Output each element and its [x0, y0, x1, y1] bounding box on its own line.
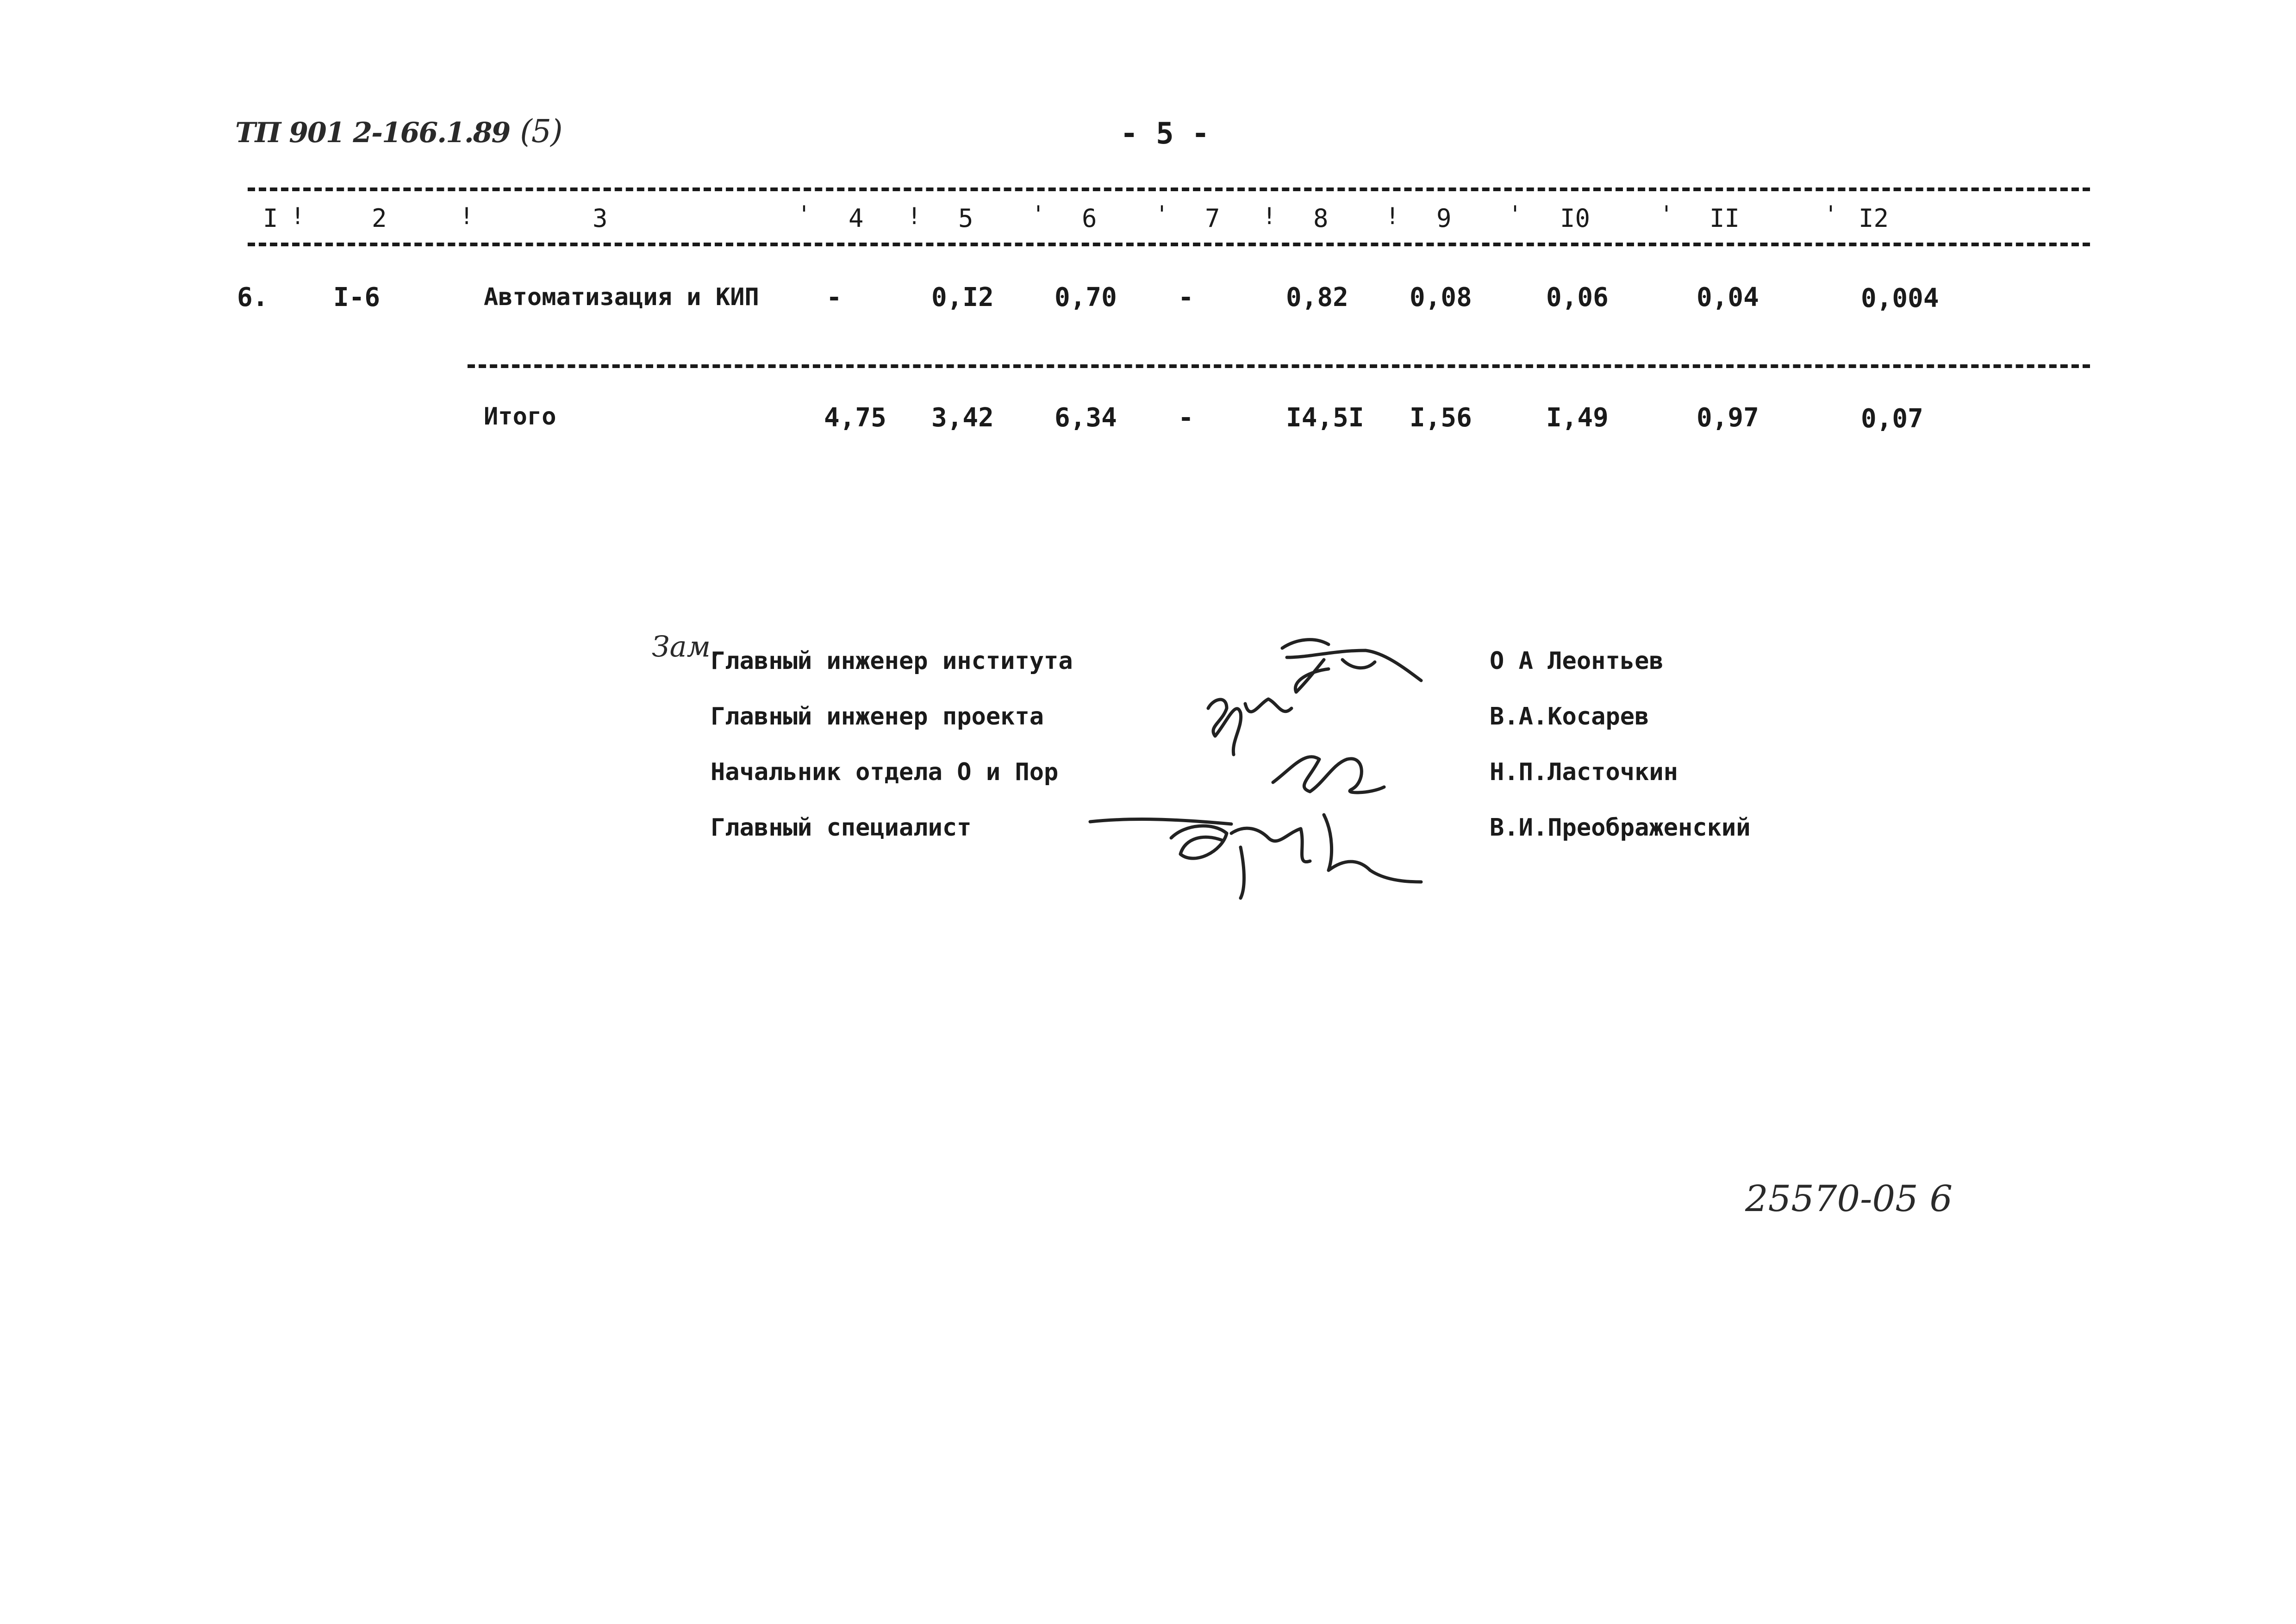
col-header-7: 7 [1205, 204, 1220, 233]
row-cell: 0,06 [1546, 282, 1609, 312]
col-separator: ' [1031, 201, 1046, 228]
total-cell: 3,42 [931, 403, 994, 433]
archive-stamp: 25570-05 6 [1745, 1178, 1953, 1220]
total-cell: 0,07 [1861, 404, 1923, 434]
total-cell: - [1178, 403, 1194, 433]
row-cell: - [1178, 282, 1194, 312]
signatory-title: Главный специалист [711, 814, 972, 842]
total-cell: 6,34 [1054, 403, 1117, 433]
row-cell: 0,08 [1410, 282, 1472, 312]
col-separator: ' [1824, 201, 1838, 228]
signatory-title: Начальник отдела О и Пор [711, 758, 1059, 786]
signatory-title: Главный инженер института [711, 647, 1073, 675]
signature-stroke [1282, 640, 1421, 692]
col-header-6: 6 [1082, 204, 1097, 233]
row-cell: 6. [237, 282, 268, 312]
total-cell: 0,97 [1697, 403, 1759, 433]
signatory-name: В.А.Косарев [1490, 703, 1649, 731]
signature-stroke [1208, 699, 1292, 755]
row-cell: Автоматизация и КИП [484, 283, 759, 311]
row-cell: 0,70 [1054, 282, 1117, 312]
total-cell: 4,75 [824, 403, 886, 433]
col-header-1: I [263, 204, 278, 233]
row-cell: I-6 [333, 282, 381, 312]
col-separator: ! [1262, 203, 1277, 230]
row-cell: 0,82 [1286, 282, 1348, 312]
signatory-title: Главный инженер проекта [711, 703, 1044, 731]
handwritten-prefix: Зам. [652, 630, 720, 663]
col-header-8: 8 [1313, 204, 1329, 233]
document-code-text: ТП 901 2-166.1.89 [235, 117, 510, 149]
total-label: Итого [484, 403, 556, 431]
col-separator: ! [460, 203, 474, 230]
col-header-4: 4 [849, 204, 864, 233]
row-cell: - [826, 282, 842, 312]
col-header-9: 9 [1436, 204, 1452, 233]
row-cell: 0,04 [1697, 282, 1759, 312]
col-separator: ' [1155, 201, 1169, 228]
signature-stroke [1273, 757, 1384, 793]
col-separator: ' [1660, 201, 1674, 228]
col-header-11: II [1710, 204, 1740, 233]
row-cell: 0,I2 [931, 282, 994, 312]
col-header-2: 2 [372, 204, 387, 233]
signature-stroke [1090, 815, 1421, 898]
col-separator: ! [291, 203, 305, 230]
col-header-12: I2 [1859, 204, 1889, 233]
col-header-3: 3 [593, 204, 608, 233]
col-separator: ! [1385, 203, 1400, 230]
total-cell: I,49 [1546, 403, 1609, 433]
col-separator: ' [1508, 201, 1522, 228]
signatory-name: Н.П.Ласточкин [1490, 758, 1678, 786]
page-mark: (5) [520, 113, 562, 150]
page-number: - 5 - [1120, 117, 1210, 151]
total-cell: I4,5I [1286, 403, 1364, 433]
col-header-5: 5 [958, 204, 973, 233]
signatory-name: О А Леонтьев [1490, 647, 1664, 675]
col-separator: ' [797, 201, 811, 228]
col-separator: ! [907, 203, 922, 230]
row-cell: 0,004 [1861, 283, 1939, 313]
total-cell: I,56 [1410, 403, 1472, 433]
signatory-name: В.И.Преображенский [1490, 814, 1751, 842]
col-header-10: I0 [1560, 204, 1591, 233]
